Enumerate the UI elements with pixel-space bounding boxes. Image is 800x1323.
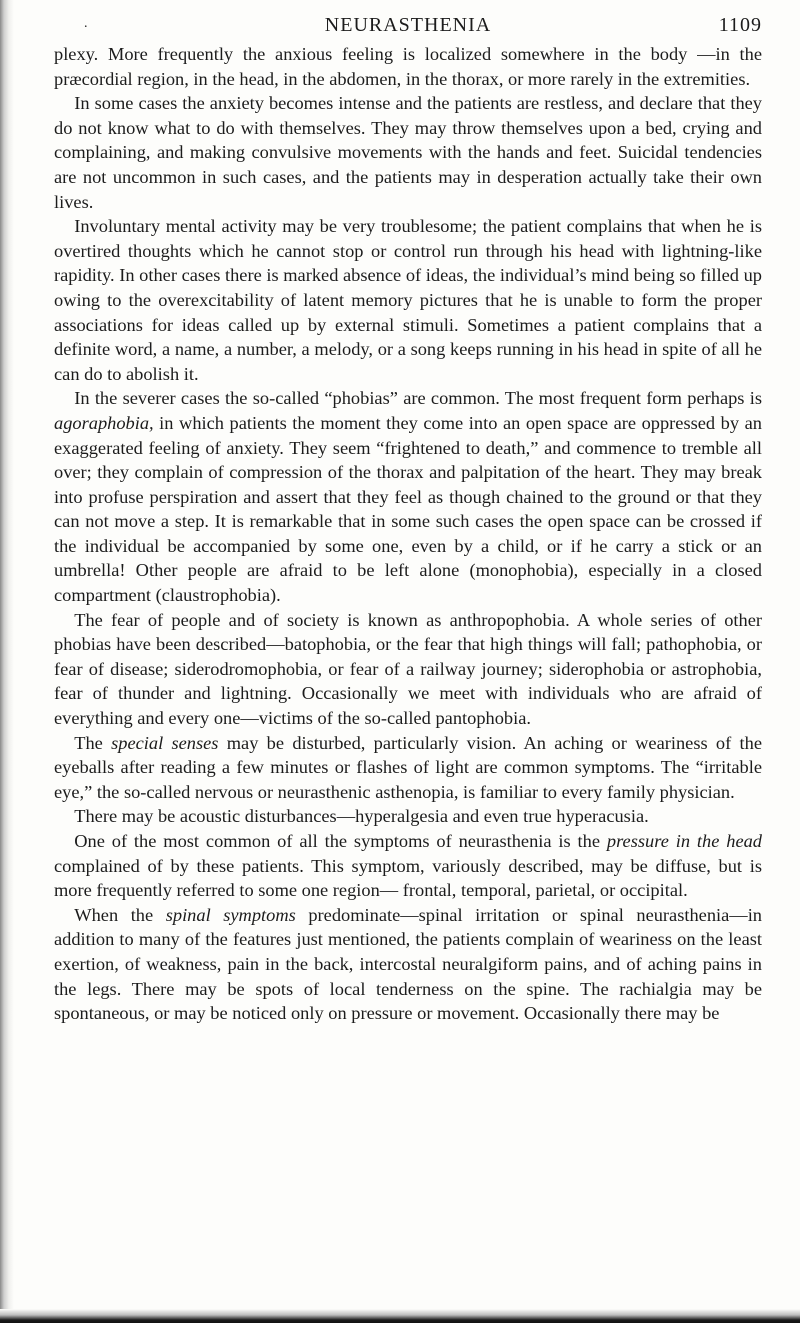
paragraph [54,42,762,91]
text-run: may be disturbed, particularly vision. An aching or weariness of the eyeballs after reading a few minutes or flashes of light are common symptoms. The “irritable eye,” the so-called nervous or neurasthenic asthenopia, is familiar to every family physician. [54,732,762,802]
paragraph [54,829,762,903]
text-run: One of the most common of all the symptoms of neurasthenia is the [74,831,607,851]
italic-phrase: pressure in the head [606,831,763,851]
text-run: When the [74,904,166,925]
paragraph [54,214,762,386]
paragraph [54,386,762,607]
italic-phrase: spinal symptoms [165,904,296,925]
page-gutter-shadow [0,0,14,1323]
text-run: In the severer cases the so-called “phobias” are common. The most frequent form perhaps is [74,388,762,409]
text-run: complained of by these patients. This symptom, variously described, may be diffuse, but is more frequently referred to some one region— frontal, temporal, parietal, or occipital. [54,855,762,901]
running-header [54,14,762,44]
text-run: in which patients the moment they come into an open space are oppressed by an exaggerated feeling of anxiety. They seem “frightened to death,” and commence to tremble all over; they complain of compression of the thorax and palpitation of the heart. They may break into profuse perspiration and assert that they feel as though chained to the ground or that they can not move a step. It is remarkable that in some such cases the open space can be crossed if the individual be accompanied by some one, even by a child, or if he carry a stick or an umbrella! Other people are afraid to be left alone (monophobia), especially in a closed compartment (claustrophobia). [54,412,762,606]
italic-phrase: agoraphobia, [54,412,154,433]
text-run: The [74,732,112,753]
paragraph [54,91,762,214]
header-mark: . [84,16,89,31]
italic-phrase: special senses [111,732,219,753]
text-run: There may be acoustic disturbances—hyperalgesia and even true hyperacusia. [74,806,649,827]
body-text [54,42,762,1026]
text-run: plexy. More frequently the anxious feeling is localized somewhere in the body —in the præcordial region, in the head, in the abdomen, in the thorax, or more rarely in the extremities. [54,44,762,89]
text-run: The fear of people and of society is known as anthropophobia. A whole series of other phobias have been described—batophobia, or the fear that high things will fall; pathophobia, or fear of disease; siderodromophobia, or fear of a railway journey; siderophobia or astrophobia, fear of thunder and lightning. Occasionally we meet with individuals who are afraid of everything and every one—victims of the so-called pantophobia. [54,609,762,729]
text-run: In some cases the anxiety becomes intense and the patients are restless, and declare that they do not know what to do with themselves. They may throw themselves upon a bed, crying and complaining, and making convulsive movements with the hands and feet. Suicidal tendencies are not uncommon in such cases, and the patients may in desperation actually take their own lives. [54,93,762,212]
paragraph [54,608,762,731]
paragraph [54,731,762,805]
running-title: NEURASTHENIA [324,14,492,36]
paragraph [54,903,762,1026]
page-bottom-edge [0,1309,800,1323]
page-number: 1109 [718,14,762,36]
paragraph [54,804,762,829]
text-run: Involuntary mental activity may be very troublesome; the patient complains that when he is overtired thoughts which he cannot stop or control run through his head with lightning-like rapidity. In other cases there is marked absence of ideas, the individual’s mind being so filled up owing to the overexcitability of latent memory pictures that he is unable to form the proper associations for ideas called up by external stimuli. Sometimes a patient complains that a definite word, a name, a number, a melody, or a song keeps running in his head in spite of all he can do to abolish it. [54,216,762,384]
text-run: predominate—spinal irritation or spinal neurasthenia—in addition to many of the features just mentioned, the patients complain of weariness on the least exertion, of weakness, pain in the back, intercostal neuralgiform pains, and of aching pains in the legs. There may be spots of local tenderness on the spine. The rachialgia may be spontaneous, or may be noticed only on pressure or movement. Occasionally there may be [54,904,762,1024]
